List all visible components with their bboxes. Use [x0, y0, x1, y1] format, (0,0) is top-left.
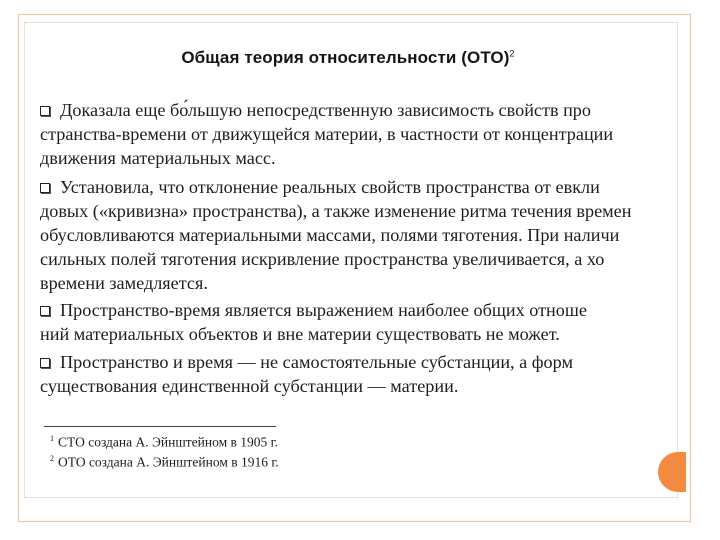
- page-title: [28, 48, 668, 68]
- paragraph-3-line-2: ний материальных объектов и вне материи существовать не может.: [40, 324, 560, 344]
- paragraph-3-line-1: [40, 298, 666, 322]
- bullet-square-icon: [40, 306, 50, 316]
- paragraph-2-line-1: [40, 175, 666, 199]
- footnote-2: [50, 454, 279, 471]
- footnote-number: 2: [50, 454, 54, 463]
- bullet-square-icon: [40, 358, 50, 368]
- scanned-page: [28, 30, 668, 500]
- paragraph-1-line-2: странства-времени от движущейся материи, в частности от концентрации: [40, 124, 614, 144]
- line-text: Установила, что отклонение реальных свойств пространства от евкли: [60, 177, 600, 197]
- paragraph-2-line-4: сильных полей тяготения искривление пространства увеличивается, а хо: [40, 249, 605, 269]
- paragraph-1-line-1: [40, 98, 666, 122]
- title-footnote-mark: 2: [509, 48, 515, 59]
- paragraph-2-line-2: довых («кривизна» пространства), а также изменение ритма течения времен: [40, 201, 632, 221]
- title-text: Общая теория относительности (ОТО): [181, 48, 510, 67]
- bullet-square-icon: [40, 106, 50, 116]
- line-text: Пространство-время является выражением наиболее общих отноше: [60, 300, 587, 320]
- footnote-divider: [44, 426, 276, 427]
- footnote-1: [50, 434, 278, 451]
- line-text: Пространство и время — не самостоятельные субстанции, а форм: [60, 352, 573, 372]
- bullet-square-icon: [40, 183, 50, 193]
- paragraph-4-line-1: [40, 350, 666, 374]
- paragraph-4-line-2: существования единственной субстанции — материи.: [40, 376, 459, 396]
- paragraph-1-line-3: движения материальных масс.: [40, 148, 276, 168]
- footnote-number: 1: [50, 434, 54, 443]
- paragraph-2-line-5: времени замедляется.: [40, 273, 208, 293]
- paragraph-2-line-3: обусловливаются материальными массами, полями тяготения. При наличи: [40, 225, 620, 245]
- line-text: Доказала еще бо́льшую непосредственную зависимость свойств про: [60, 100, 591, 120]
- footnote-text: СТО создана А. Эйнштейном в 1905 г.: [58, 434, 279, 450]
- footnote-text: ОТО создана А. Эйнштейном в 1916 г.: [58, 454, 279, 470]
